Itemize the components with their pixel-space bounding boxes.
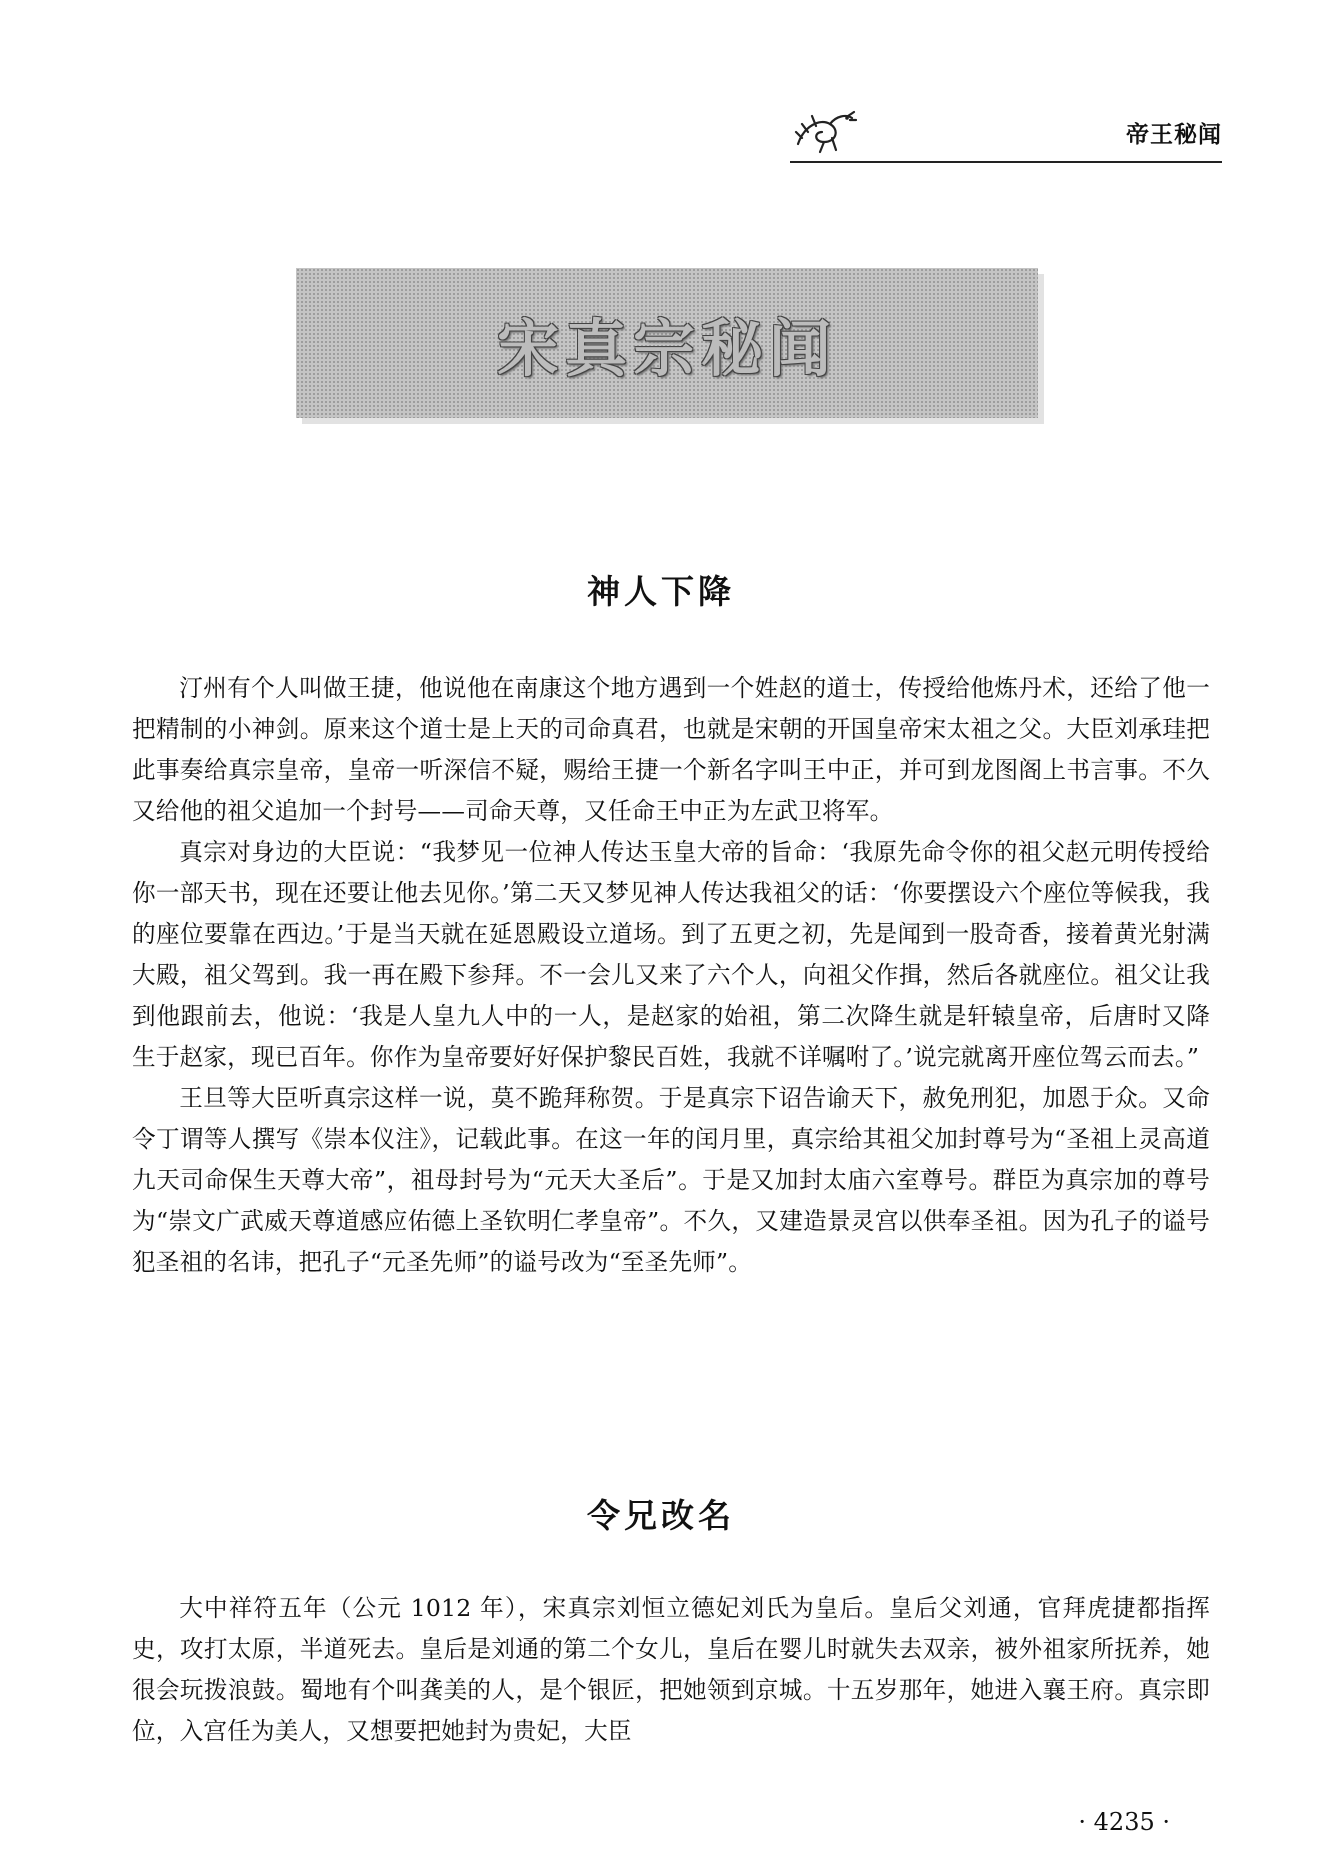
dragon-icon: [790, 104, 860, 156]
section-body: [132, 668, 1210, 1283]
section-heading: 令兄改名: [587, 1496, 735, 1535]
paragraph: 真宗对身边的大臣说：“我梦见一位神人传达玉皇大帝的旨命：‘我原先命令你的祖父赵元明传授给你一部天书，现在还要让他去见你。’第二天又梦见神人传达我祖父的话：‘你要摆设六个座位等候我，我的座位要靠在西边。’于是当天就在延恩殿设立道场。到了五更之初，先是闻到一股奇香，接着黄光射满大殿，祖父驾到。我一再在殿下参拜。不一会儿又来了六个人，向祖父作揖，然后各就座位。祖父让我到他跟前去，他说：‘我是人皇九人中的一人，是赵家的始祖，第二次降生就是轩辕皇帝，后唐时又降生于赵家，现已百年。你作为皇帝要好好保护黎民百姓，我就不详嘱咐了。’说完就离开座位驾云而去。”: [132, 838, 1210, 1071]
chapter-title: 宋真宗秘闻: [496, 311, 837, 385]
section-body: [132, 1588, 1210, 1752]
page-number: · 4235 ·: [1078, 1808, 1170, 1836]
header-rule: [790, 161, 1222, 163]
section-heading: 神人下降: [587, 572, 735, 611]
paragraph: 王旦等大臣听真宗这样一说，莫不跪拜称贺。于是真宗下诏告谕天下，赦免刑犯，加恩于众。又命令丁谓等人撰写《崇本仪注》，记载此事。在这一年的闰月里，真宗给其祖父加封尊号为“圣祖上灵高道九天司命保生天尊大帝”，祖母封号为“元天大圣后”。于是又加封太庙六室尊号。群臣为真宗加的尊号为“崇文广武威天尊道感应佑德上圣钦明仁孝皇帝”。不久，又建造景灵宫以供奉圣祖。因为孔子的谥号犯圣祖的名讳，把孔子“元圣先师”的谥号改为“至圣先师”。: [132, 1084, 1210, 1276]
paragraph: 汀州有个人叫做王捷，他说他在南康这个地方遇到一个姓赵的道士，传授给他炼丹术，还给了他一把精制的小神剑。原来这个道士是上天的司命真君，也就是宋朝的开国皇帝宋太祖之父。大臣刘承珪把此事奏给真宗皇帝，皇帝一听深信不疑，赐给王捷一个新名字叫王中正，并可到龙图阁上书言事。不久又给他的祖父追加一个封号——司命天尊，又任命王中正为左武卫将军。: [132, 674, 1210, 825]
running-header-title: 帝王秘闻: [1126, 122, 1222, 148]
paragraph: 大中祥符五年（公元 1012 年），宋真宗刘恒立德妃刘氏为皇后。皇后父刘通，官拜虎捷都指挥史，攻打太原，半道死去。皇后是刘通的第二个女儿，皇后在婴儿时就失去双亲，被外祖家所抚养，她很会玩拨浪鼓。蜀地有个叫龚美的人，是个银匠，把她领到京城。十五岁那年，她进入襄王府。真宗即位，入宫任为美人，又想要把她封为贵妃，大臣: [132, 1594, 1210, 1745]
chapter-title-banner: [296, 268, 1038, 418]
